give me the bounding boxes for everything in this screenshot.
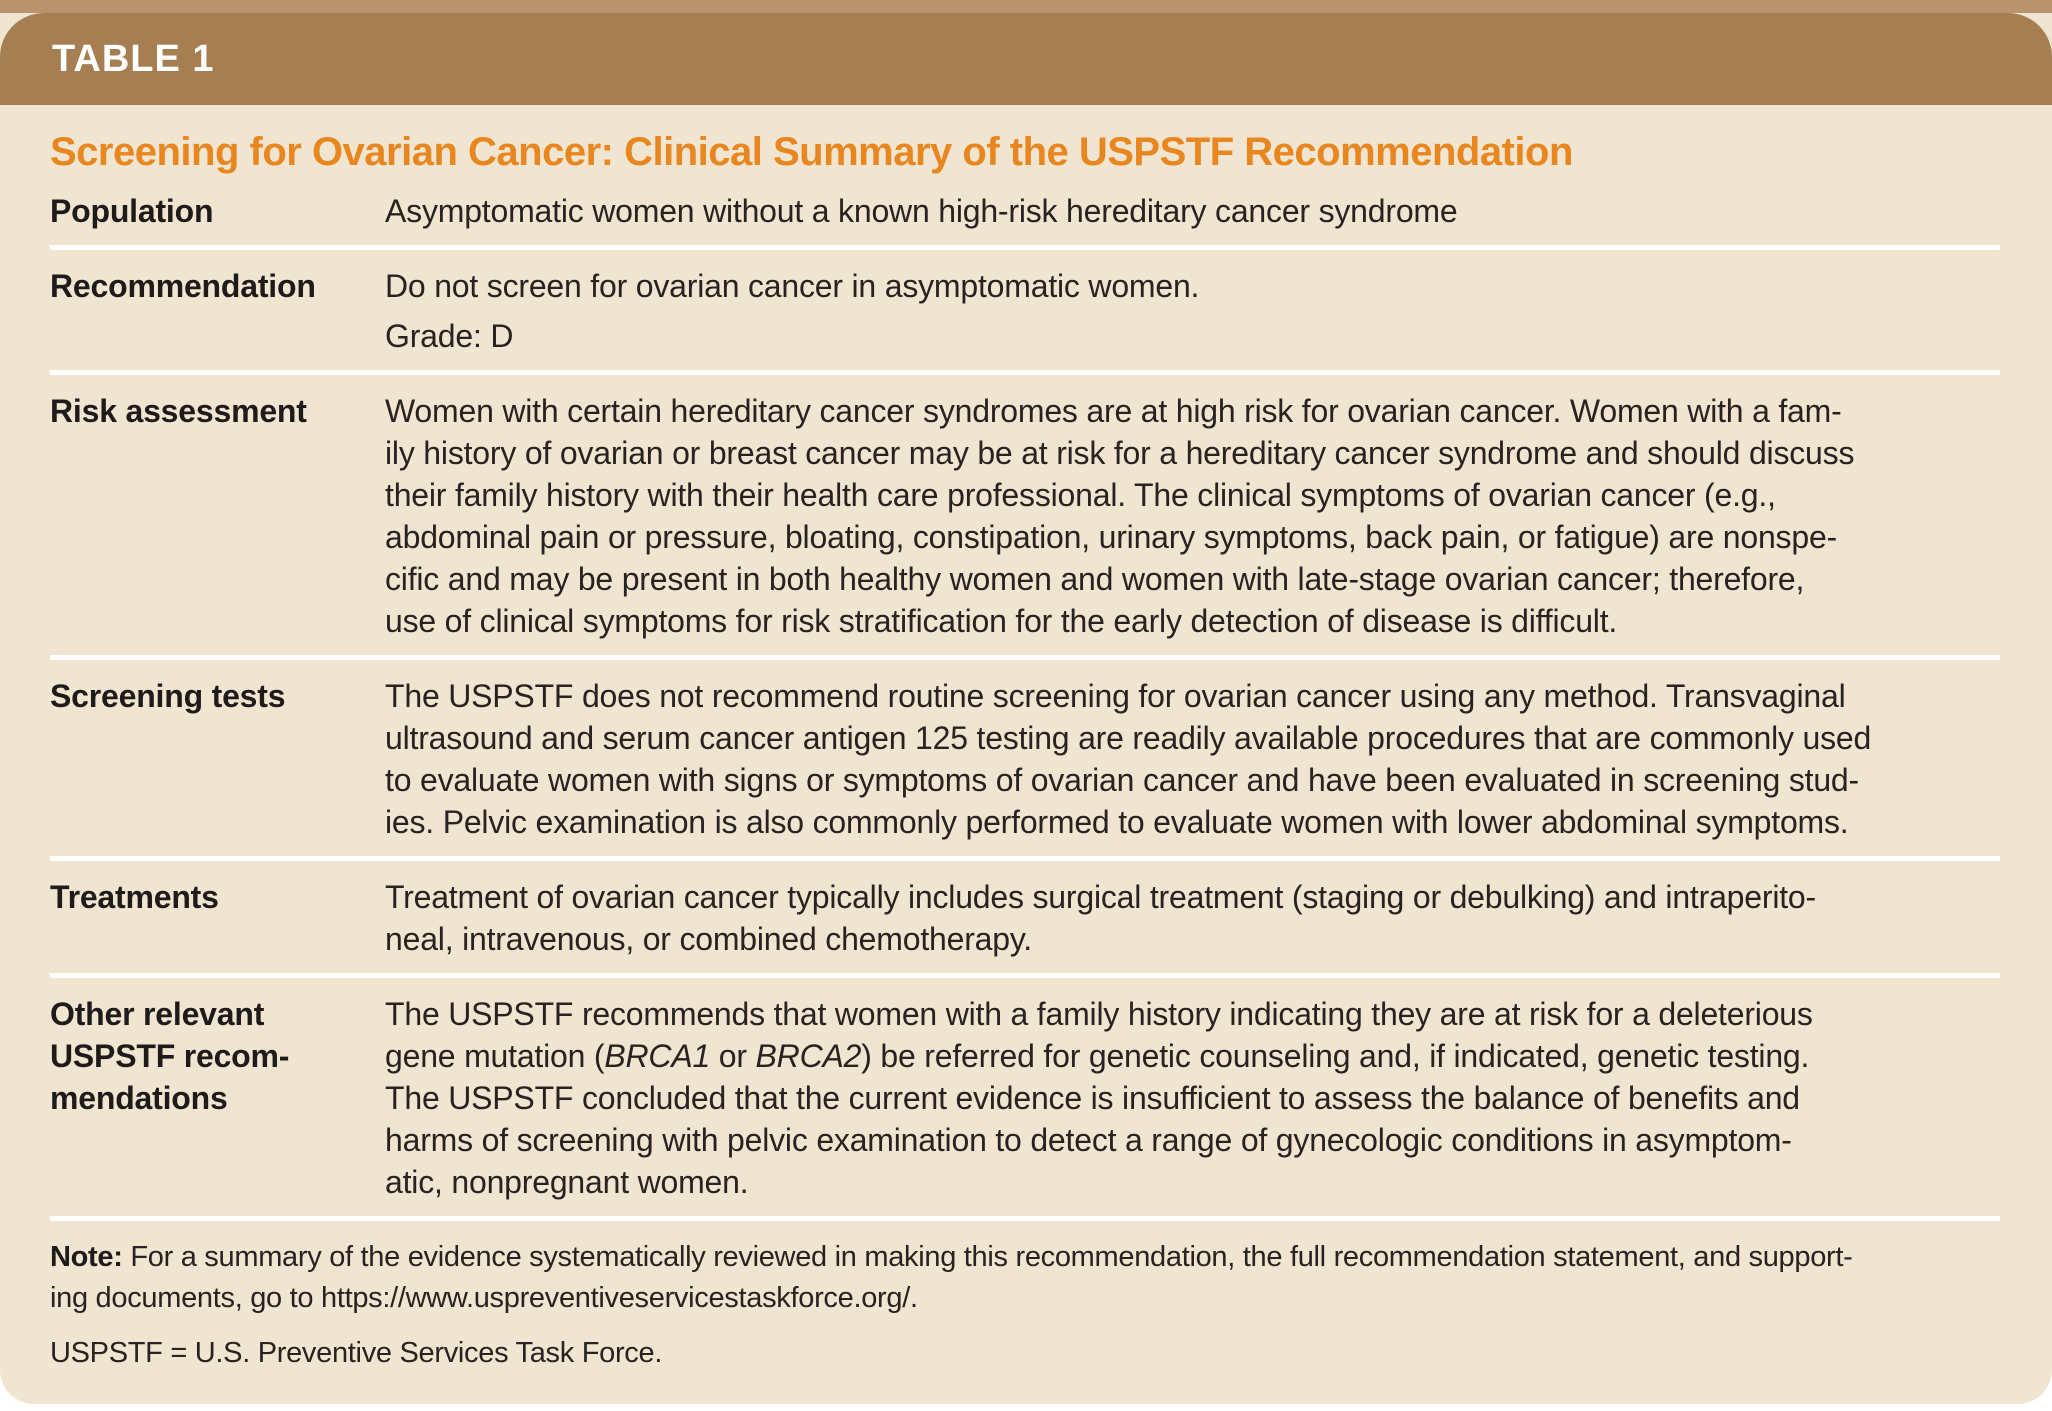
row-content: The USPSTF recommends that women with a family history indicating they are at risk for a deleterious gene mutation (BRCA1 or BRCA2) be referred for genetic counseling and, if indicated, genetic testing. The USPSTF concluded that the current evidence is insufficient to assess the balance of benefits and harms of screening with pelvic examination to detect a range of gynecologic conditions in asymptom- atic, nonpregnant women. xyxy=(385,996,1813,1200)
table-row xyxy=(50,660,2000,861)
table-note: Note: For a summary of the evidence systematically reviewed in making this recommendation, the full recommendation statement, and support- ing documents, go to https://www.uspreventiveservicestaskforce.org/. xyxy=(50,1241,1853,1314)
row-label: Other relevant USPSTF recom- mendations xyxy=(50,996,290,1116)
table-rows xyxy=(50,175,2000,1221)
row-label: Screening tests xyxy=(50,678,286,714)
table-title: Screening for Ovarian Cancer: Clinical Summary of the USPSTF Recommendation xyxy=(50,130,1573,174)
table-tag: TABLE 1 xyxy=(52,37,215,80)
table-row xyxy=(50,250,2000,375)
row-label: Recommendation xyxy=(50,268,316,304)
row-content: Treatment of ovarian cancer typically includes surgical treatment (staging or debulking) and intraperito- neal, intravenous, or combined chemotherapy. xyxy=(385,879,1816,957)
table-row xyxy=(50,375,2000,660)
table-card xyxy=(0,13,2052,1404)
row-content: The USPSTF does not recommend routine screening for ovarian cancer using any method. Transvaginal ultrasound and serum cancer antigen 125 testing are readily available procedures that are commonly used to evaluate women with signs or symptoms of ovarian cancer and have been evaluated in screening stud- ies. Pelvic examination is also commonly performed to evaluate women with lower abdominal symptoms. xyxy=(385,678,1872,840)
header-top-strip xyxy=(0,0,2052,13)
row-label: Population xyxy=(50,193,214,229)
table-row xyxy=(50,175,2000,250)
row-label: Treatments xyxy=(50,879,219,915)
table-row xyxy=(50,861,2000,978)
row-content: Women with certain hereditary cancer syndromes are at high risk for ovarian cancer. Women with a fam- ily history of ovarian or breast cancer may be at risk for a hereditary cancer syndrome and should discuss their family history with their health care professional. The clinical symptoms of ovarian cancer (e.g., abdominal pain or pressure, bloating, constipation, urinary symptoms, back pain, or fatigue) are nonspe- cific and may be present in both healthy women and women with late-stage ovarian cancer; therefore, use of clinical symptoms for risk stratification for the early detection of disease is difficult. xyxy=(385,393,1855,639)
row-content: Asymptomatic women without a known high-risk hereditary cancer syndrome xyxy=(385,193,1458,229)
table-row xyxy=(50,978,2000,1221)
table-header-band xyxy=(0,13,2052,105)
abbreviation-footnote: USPSTF = U.S. Preventive Services Task Force. xyxy=(50,1337,663,1369)
row-content: Do not screen for ovarian cancer in asymptomatic women. Grade: D xyxy=(385,268,1200,354)
row-label: Risk assessment xyxy=(50,393,307,429)
